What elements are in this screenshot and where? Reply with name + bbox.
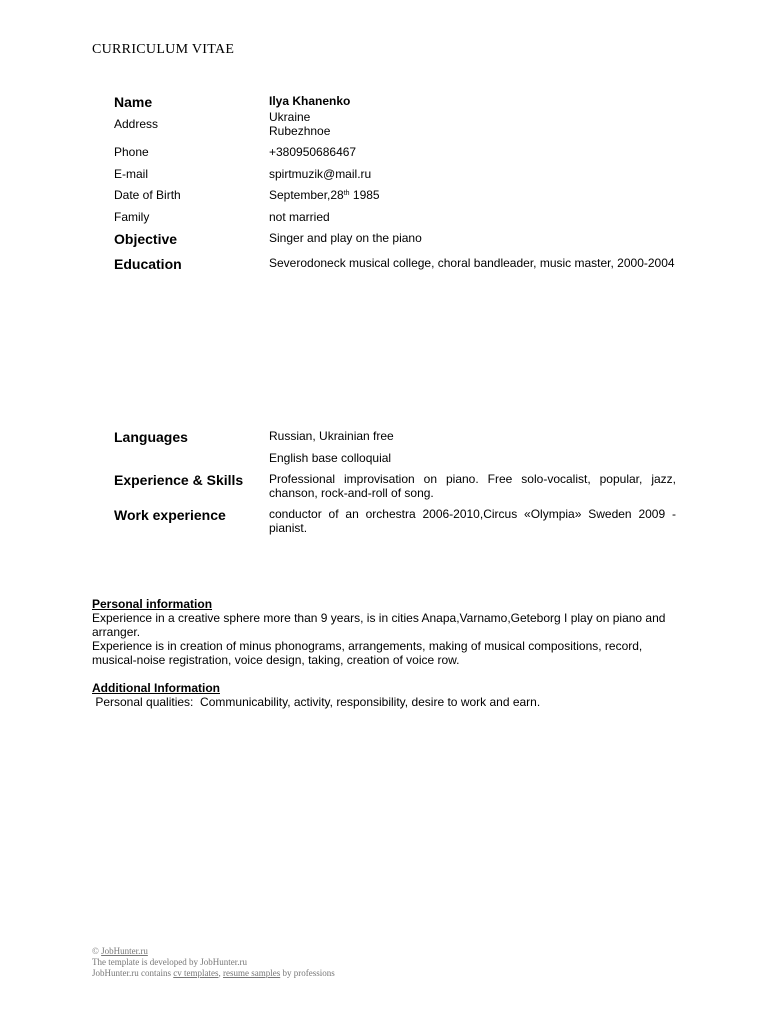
family-value: not married <box>269 210 330 224</box>
footer-line-2: The template is developed by JobHunter.ru <box>92 957 247 967</box>
address-label: Address <box>114 117 159 131</box>
work-label: Work experience <box>114 507 226 523</box>
additional-information-text: Personal qualities: Communicability, activity, responsibility, desire to work and earn. <box>92 695 541 709</box>
dob-year: 1985 <box>349 188 380 202</box>
footer-line-1 <box>92 946 335 957</box>
languages-value-2: English base colloquial <box>269 451 392 465</box>
experience-label: Experience & Skills <box>114 472 244 488</box>
education-label: Education <box>114 256 182 272</box>
personal-information-text-1: Experience in a creative sphere more than 9 years, is in cities Anapa,Varnamo,Geteborg I play on piano and arranger. <box>92 611 666 639</box>
work-value: conductor of an orchestra 2006-2010,Circus «Olympia» Sweden 2009 - pianist. <box>269 507 676 535</box>
name-value: Ilya Khanenko <box>269 94 351 108</box>
email-value: spirtmuzik@mail.ru <box>269 167 372 181</box>
additional-information-section <box>92 681 672 709</box>
additional-information-heading: Additional Information <box>92 681 220 695</box>
resume-samples-link[interactable]: resume samples <box>222 968 281 978</box>
address-value <box>269 110 676 138</box>
dob-value <box>269 188 676 202</box>
email-label: E-mail <box>114 167 149 181</box>
personal-information-text-2: Experience is in creation of minus phonograms, arrangements, making of musical compositions, record, musical-noise registration, voice design, taking, creation of voice row. <box>92 639 643 667</box>
phone-label: Phone <box>114 145 149 159</box>
dob-prefix: September,28 <box>269 188 344 202</box>
objective-value: Singer and play on the piano <box>269 231 422 245</box>
languages-label: Languages <box>114 429 188 445</box>
address-line-2: Rubezhnoe <box>269 124 331 138</box>
education-value: Severodoneck musical college, choral bandleader, music master, 2000-2004 <box>269 256 675 270</box>
address-line-1: Ukraine <box>269 110 311 124</box>
footer <box>92 946 335 979</box>
dob-suffix: th <box>343 190 350 197</box>
phone-value: +380950686467 <box>269 145 357 159</box>
personal-information-heading: Personal information <box>92 597 213 611</box>
family-label: Family <box>114 210 150 224</box>
document-title: CURRICULUM VITAE <box>92 42 235 57</box>
personal-information-section <box>92 597 672 667</box>
experience-value: Professional improvisation on piano. Free solo-vocalist, popular, jazz, chanson, rock-and-roll of song. <box>269 472 676 500</box>
name-label: Name <box>114 94 153 110</box>
dob-label: Date of Birth <box>114 188 181 202</box>
objective-label: Objective <box>114 231 178 247</box>
jobhunter-link[interactable]: JobHunter.ru <box>101 946 148 956</box>
copyright-symbol: © <box>92 946 102 956</box>
languages-value-1: Russian, Ukrainian free <box>269 429 394 443</box>
cv-templates-link[interactable]: cv templates <box>173 968 219 978</box>
footer-line-3 <box>92 968 335 979</box>
footer-line-3-suffix: by professions <box>280 968 335 978</box>
footer-separator: , <box>218 968 223 978</box>
footer-line-3-prefix: JobHunter.ru contains <box>92 968 174 978</box>
